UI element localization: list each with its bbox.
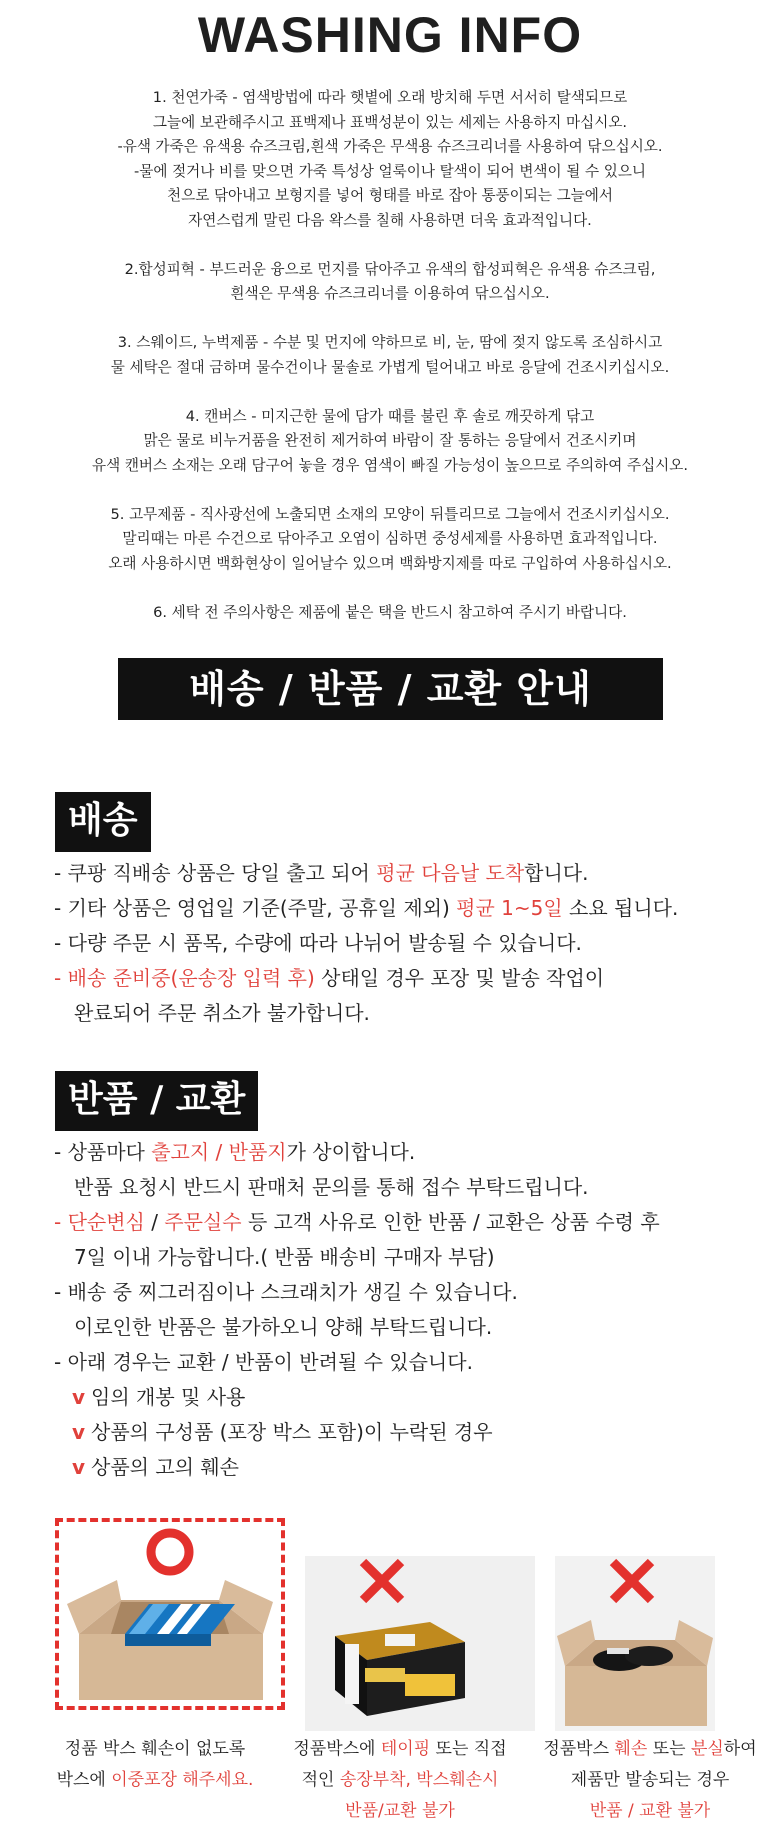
caption-line [520, 1796, 780, 1827]
washing-paragraph [0, 503, 780, 577]
example-caption-2 [270, 1734, 530, 1827]
shipping-heading: 배송 [55, 792, 151, 852]
text-segment: / [144, 1210, 165, 1234]
highlight-text: 주문실수 [164, 1210, 242, 1234]
caption-line [520, 1765, 780, 1796]
highlight-text: - [54, 1210, 68, 1234]
text-segment: - 쿠팡 직배송 상품은 당일 출고 되어 [54, 861, 377, 885]
example-shoes-only [555, 1556, 715, 1731]
highlight-text: 훼손 [614, 1739, 648, 1759]
highlight-text: 송장부착, 박스훼손시 [339, 1770, 499, 1790]
list-item [54, 856, 678, 891]
text-segment: 상태일 경우 포장 및 발송 작업이 [314, 966, 605, 990]
text-segment: 제품만 발송되는 경우 [570, 1770, 730, 1790]
text-segment: 합니다. [524, 861, 589, 885]
washing-info-text [0, 86, 780, 650]
washing-line: 천으로 닦아내고 보형지를 넣어 형태를 바로 잡아 통풍이되는 그늘에서 [167, 187, 613, 204]
text-segment: 정품박스 [543, 1739, 615, 1759]
list-item [54, 1345, 660, 1380]
text-segment: - 다량 주문 시 품목, 수량에 따라 나뉘어 발송될 수 있습니다. [54, 931, 582, 955]
washing-line: 흰색은 무색용 슈즈크리너를 이용하여 닦으십시오. [230, 285, 550, 302]
rejection-case-item [54, 1450, 660, 1485]
text-segment: 정품박스에 [293, 1739, 381, 1759]
highlight-text: - [54, 966, 68, 990]
highlight-text: 이중포장 해주세요. [111, 1770, 254, 1790]
example-caption-1 [20, 1734, 290, 1796]
example-taped-box [305, 1556, 535, 1731]
list-item [54, 1135, 660, 1170]
caption-line [520, 1734, 780, 1765]
washing-line: 4. 캔버스 - 미지근한 물에 담가 때를 불린 후 솔로 깨끗하게 닦고 [185, 407, 595, 425]
check-v-icon: v [72, 1455, 86, 1479]
text-segment: 7일 이내 가능합니다.( 반품 배송비 구매자 부담) [74, 1245, 495, 1269]
washing-paragraph [0, 405, 780, 479]
highlight-text: 테이핑 [380, 1739, 431, 1759]
washing-line: -물에 젖거나 비를 맞으면 가죽 특성상 얼룩이나 탈색이 되어 변색이 될 수 있으니 [133, 162, 647, 180]
washing-line: 5. 고무제품 - 직사광선에 노출되면 소재의 모양이 뒤틀리므로 그늘에서 건조시키십시오. [110, 505, 670, 523]
list-item [54, 891, 678, 926]
list-item [54, 961, 678, 996]
list-item [54, 1310, 660, 1345]
highlight-text: 반품 / 교환 불가 [589, 1801, 711, 1821]
list-item [54, 996, 678, 1031]
text-segment: 또는 [647, 1739, 691, 1759]
text-segment: - 기타 상품은 영업일 기준(주말, 공휴일 제외) [54, 896, 457, 920]
text-segment: 적인 [301, 1770, 340, 1790]
washing-line: 2.합성피혁 - 부드러운 융으로 먼지를 닦아주고 유색의 합성피혁은 유색용 슈즈크림, [124, 260, 656, 278]
washing-paragraph [0, 601, 780, 626]
text-segment: - 상품마다 [54, 1140, 152, 1164]
list-item [54, 1240, 660, 1275]
caption-line [270, 1734, 530, 1765]
washing-line: 맑은 물로 비누거품을 완전히 제거하여 바람이 잘 통하는 응달에서 건조시키며 [143, 432, 637, 449]
washing-paragraph [0, 331, 780, 380]
example-double-packed [55, 1518, 285, 1710]
text-segment: - 배송 중 찌그러짐이나 스크래치가 생길 수 있습니다. [54, 1280, 518, 1304]
text-segment: 등 고객 사유로 인한 반품 / 교환은 상품 수령 후 [241, 1210, 660, 1234]
text-segment: 반품 요청시 반드시 판매처 문의를 통해 접수 부탁드립니다. [74, 1175, 589, 1199]
rejection-case-text: 상품의 구성품 (포장 박스 포함)이 누락된 경우 [91, 1420, 493, 1444]
highlight-text: 평균 다음날 도착 [376, 861, 525, 885]
text-segment: 완료되어 주문 취소가 불가합니다. [74, 1001, 370, 1025]
returns-heading: 반품 / 교환 [55, 1071, 258, 1131]
circle-ok-icon [151, 1533, 189, 1571]
rejection-case-text: 상품의 고의 훼손 [91, 1455, 240, 1479]
shipping-return-banner: 배송 / 반품 / 교환 안내 [118, 658, 663, 720]
highlight-text: 평균 1~5일 [456, 896, 563, 920]
highlight-text: 배송 준비중(운송장 입력 후) [67, 966, 315, 990]
text-segment: - 아래 경우는 교환 / 반품이 반려될 수 있습니다. [54, 1350, 473, 1374]
list-item [54, 1170, 660, 1205]
list-item [54, 926, 678, 961]
washing-line: 물 세탁은 절대 금하며 물수건이나 물솔로 가볍게 털어내고 바로 응달에 건조시키십시오. [110, 358, 670, 376]
washing-line: 유색 캔버스 소재는 오래 담구어 놓을 경우 염색이 빠질 가능성이 높으므로 주의하여 주십시오. [91, 456, 689, 474]
highlight-text: 출고지 / 반품지 [151, 1140, 287, 1164]
text-segment: 하여 [723, 1739, 757, 1759]
x-mark-icon [613, 1562, 651, 1600]
caption-line [270, 1796, 530, 1827]
rejection-case-text: 임의 개봉 및 사용 [91, 1385, 246, 1409]
text-segment: 박스에 [56, 1770, 112, 1790]
caption-line [20, 1734, 290, 1765]
text-segment: 이로인한 반품은 불가하오니 양해 부탁드립니다. [74, 1315, 493, 1339]
check-v-icon: v [72, 1420, 86, 1444]
washing-line: 1. 천연가죽 - 염색방법에 따라 햇볕에 오래 방치해 두면 서서히 탈색되므로 [152, 89, 628, 106]
x-mark-icon [363, 1562, 401, 1600]
list-item [54, 1275, 660, 1310]
highlight-text: 단순변심 [67, 1210, 145, 1234]
rejection-case-item [54, 1380, 660, 1415]
washing-line: 말리때는 마른 수건으로 닦아주고 오염이 심하면 중성세제를 사용하면 효과적입니다. [122, 530, 658, 547]
example-caption-3 [520, 1734, 780, 1827]
washing-paragraph [0, 86, 780, 233]
washing-line: 자연스럽게 말린 다음 왁스를 칠해 사용하면 더욱 효과적입니다. [188, 211, 592, 229]
text-segment: 또는 직접 [430, 1739, 507, 1759]
highlight-text: 분실 [690, 1739, 724, 1759]
washing-line: 그늘에 보관해주시고 표백제나 표백성분이 있는 세제는 사용하지 마십시오. [152, 113, 628, 131]
washing-line: 6. 세탁 전 주의사항은 제품에 붙은 택을 반드시 참고하여 주시기 바랍니다. [153, 603, 627, 621]
text-segment: 가 상이합니다. [286, 1140, 416, 1164]
caption-line [270, 1765, 530, 1796]
list-item [54, 1205, 660, 1240]
shipping-list [54, 856, 678, 1031]
text-segment: 소요 됩니다. [562, 896, 679, 920]
text-segment: 정품 박스 훼손이 없도록 [64, 1739, 246, 1759]
returns-list [54, 1135, 660, 1485]
washing-paragraph [0, 258, 780, 307]
washing-title: WASHING INFO [197, 7, 583, 63]
check-v-icon: v [72, 1385, 86, 1409]
caption-line [20, 1765, 290, 1796]
washing-line: -유색 가죽은 유색용 슈즈크림,흰색 가죽은 무색용 슈즈크리너를 사용하여 닦으십시오. [117, 138, 663, 155]
highlight-text: 반품/교환 불가 [345, 1801, 455, 1821]
washing-line: 오래 사용하시면 백화현상이 일어날수 있으며 백화방지제를 따로 구입하여 사용하십시오. [108, 554, 672, 572]
rejection-case-item [54, 1415, 660, 1450]
washing-line: 3. 스웨이드, 누벅제품 - 수분 및 먼지에 약하므로 비, 눈, 땀에 젖지 않도록 조심하시고 [117, 334, 663, 351]
